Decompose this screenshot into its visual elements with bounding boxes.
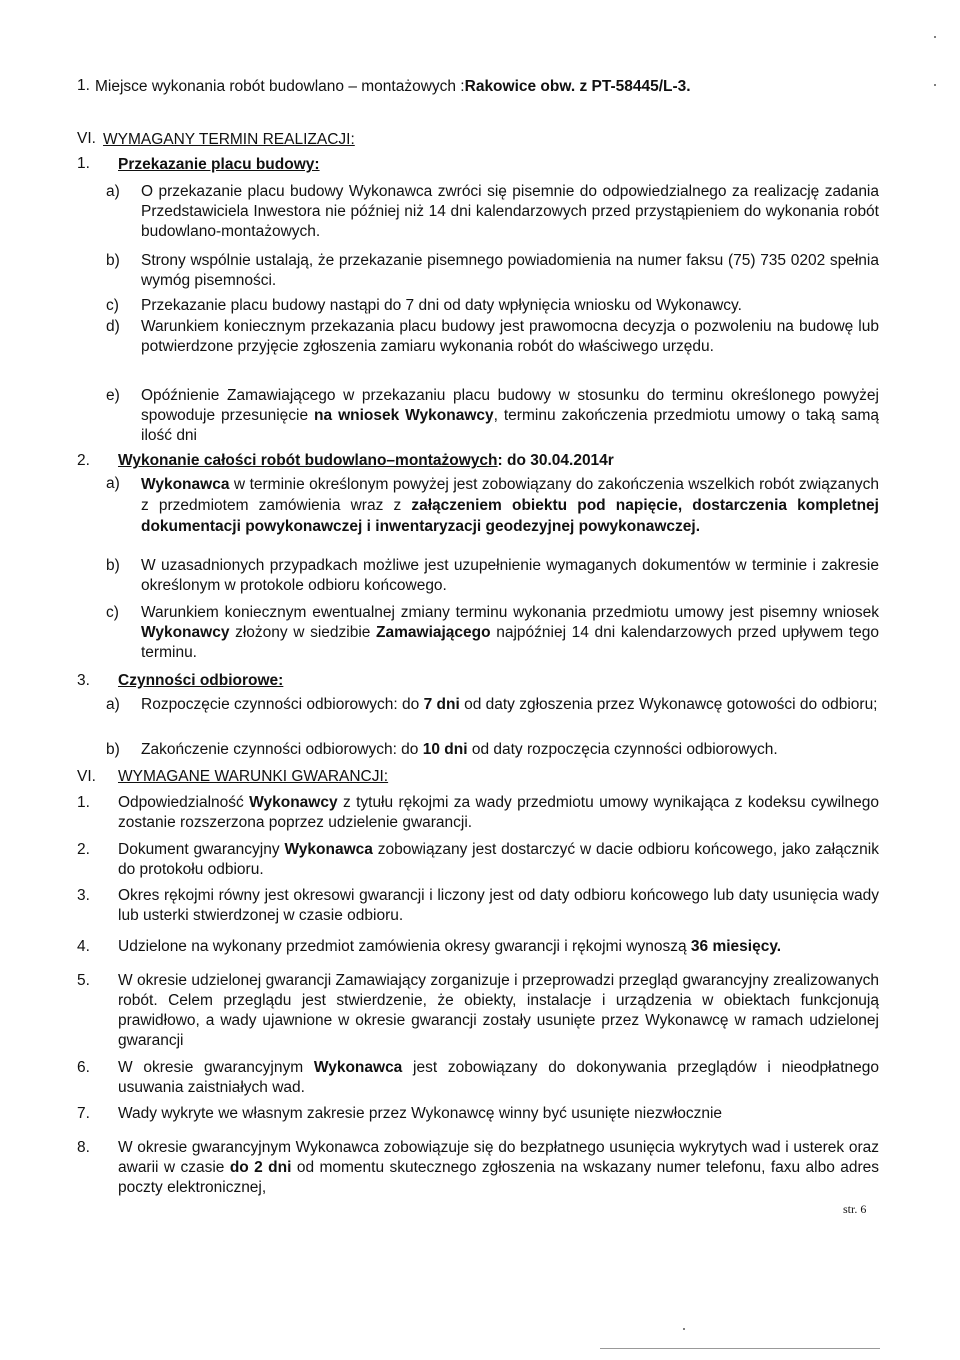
text-run: od momentu skutecznego zgłoszenia na wskazany numer telefonu, faxu albo adres poczty elektronicznej, bbox=[118, 1159, 880, 1196]
sub-label: e) bbox=[106, 387, 120, 404]
text-run: jest zobowiązany do dokonywania przeglądów i nieodpłatnego usuwania zaistniałych wad. bbox=[118, 1059, 879, 1096]
sub-paragraph bbox=[141, 695, 879, 715]
page-number: str. 6 bbox=[843, 1202, 867, 1216]
sub-paragraph bbox=[141, 603, 879, 663]
item-number: 2. bbox=[77, 841, 90, 858]
item-number: 3. bbox=[77, 672, 90, 689]
text-run: od daty rozpoczęcia czynności odbiorowych. bbox=[467, 741, 778, 758]
sub-label: b) bbox=[106, 557, 120, 574]
scan-speck bbox=[934, 84, 936, 86]
item-number: 5. bbox=[77, 972, 90, 989]
sub-paragraph: Warunkiem koniecznym przekazania placu budowy jest prawomocna decyzja o pozwoleniu na budowę lub potwierdzone przyjęcie zgłoszenia zamiaru wykonania robót do właściwego urzędu. bbox=[141, 318, 879, 355]
header-location: Rakowice obw. z PT-58445/L-3. bbox=[464, 78, 691, 95]
item-number: 4. bbox=[77, 938, 90, 955]
header-number: 1. bbox=[77, 77, 90, 94]
text-run: najpóźniej 14 dni kalendarzowych przed upływem tego terminu. bbox=[141, 624, 879, 661]
sub-paragraph bbox=[141, 386, 879, 446]
section-heading: WYMAGANY TERMIN REALIZACJI: bbox=[103, 131, 355, 148]
item-heading bbox=[118, 451, 818, 471]
item-heading: Przekazanie placu budowy: bbox=[118, 156, 320, 173]
bold-run: na wniosek Wykonawcy bbox=[314, 407, 494, 424]
text-run: Udzielone na wykonany przedmiot zamówienia okresy gwarancji i rękojmi wynoszą bbox=[118, 938, 691, 955]
guarantee-paragraph: Okres rękojmi równy jest okresowi gwarancji i liczony jest od daty odbioru końcowego lub daty usunięcia wady lub usterki stwierdzonej w czasie odbioru. bbox=[118, 887, 879, 924]
text-run: z tytułu rękojmi za wady przedmiotu umowy wynikająca z kodeksu cywilnego zostanie rozszerzona poprzez udzielenie gwarancji. bbox=[118, 794, 879, 831]
header-text: Miejsce wykonania robót budowlano – montażowych : bbox=[95, 78, 465, 95]
item-number: 2. bbox=[77, 452, 90, 469]
item-number: 1. bbox=[77, 155, 90, 172]
sub-label: d) bbox=[106, 318, 120, 335]
section-number: VI. bbox=[77, 130, 96, 147]
bold-run: Zamawiającego bbox=[376, 624, 491, 641]
sub-label: b) bbox=[106, 252, 120, 269]
heading-run: : do 30.04.2014r bbox=[497, 452, 614, 469]
text-run: Rozpoczęcie czynności odbiorowych: do bbox=[141, 696, 424, 713]
bold-run: załączeniem obiektu pod napięcie, dostarczenia kompletnej dokumentacji powykonawczej i inwentaryzacji geodezyjnej powykonawczej. bbox=[141, 497, 879, 535]
item-number: 3. bbox=[77, 887, 90, 904]
bold-run: Wykonawcy bbox=[249, 794, 338, 811]
sub-paragraph: Strony wspólnie ustalają, że przekazanie pisemnego powiadomienia na numer faksu (75) 735 0202 spełnia wymóg pisemności. bbox=[141, 252, 879, 289]
guarantee-paragraph bbox=[118, 793, 879, 833]
sub-label: b) bbox=[106, 741, 120, 758]
section-heading: WYMAGANE WARUNKI GWARANCJI: bbox=[118, 768, 389, 785]
scan-speck bbox=[683, 1328, 685, 1330]
sub-paragraph: Przekazanie placu budowy nastąpi do 7 dni od daty wpłynięcia wniosku od Wykonawcy. bbox=[141, 297, 742, 314]
scan-edge-line bbox=[600, 1348, 880, 1349]
header-line bbox=[95, 77, 815, 97]
guarantee-paragraph: W okresie udzielonej gwarancji Zamawiający zorganizuje i przeprowadzi przegląd gwarancyjny zrealizowanych robót. Celem przeglądu jest stwierdzenie, że obiekty, instalacje i urządzenia w obiektach funkcjonują prawidłowo, a wady ujawnione w okresie gwarancji zostały usunięte przez Wykonawcę w ramach udzielonej gwarancji bbox=[118, 972, 879, 1049]
text-run: złożony w siedzibie bbox=[229, 624, 377, 641]
text-run: Odpowiedzialność bbox=[118, 794, 250, 811]
text-run: w terminie określonym powyżej jest zobowiązany do zakończenia wszelkich robót związanych z przedmiotem zamówienia wraz z bbox=[141, 476, 879, 514]
bold-run: Wykonawca bbox=[284, 841, 373, 858]
bold-run: Wykonawcy bbox=[141, 624, 230, 641]
heading-run: Wykonanie całości robót budowlano–montażowych bbox=[118, 452, 498, 469]
bold-run: Wykonawca bbox=[141, 476, 230, 493]
text-run: Warunkiem koniecznym ewentualnej zmiany terminu wykonania przedmiotu umowy jest pisemny wniosek bbox=[141, 604, 879, 621]
bold-run: 10 dni bbox=[422, 741, 468, 758]
text-run: Dokument gwarancyjny bbox=[118, 841, 285, 858]
guarantee-paragraph bbox=[118, 937, 879, 957]
sub-paragraph: W uzasadnionych przypadkach możliwe jest uzupełnienie wymaganych dokumentów w terminie i zakresie określonym w protokole odbioru końcowego. bbox=[141, 557, 879, 594]
bold-run: 36 miesięcy. bbox=[690, 938, 782, 955]
section-number: VI. bbox=[77, 768, 96, 785]
bold-run: Wykonawca bbox=[313, 1059, 403, 1076]
text-run: , terminu zakończenia przedmiotu umowy o taką samą ilość dni bbox=[141, 407, 879, 444]
sub-paragraph: O przekazanie placu budowy Wykonawca zwróci się pisemnie do odpowiedzialnego za realizację zadania Przedstawiciela Inwestora nie później niż 14 dni kalendarzowych przed przystąpieniem do wykonania robót budowlano-montażowych. bbox=[141, 183, 879, 240]
item-number: 7. bbox=[77, 1105, 90, 1122]
guarantee-paragraph bbox=[118, 840, 879, 880]
sub-label: a) bbox=[106, 183, 120, 200]
item-heading: Czynności odbiorowe: bbox=[118, 672, 284, 689]
bold-run: 7 dni bbox=[423, 696, 460, 713]
text-run: Opóźnienie Zamawiającego w przekazaniu placu budowy w stosunku do terminu określonego powyżej spowoduje przesunięcie bbox=[141, 387, 879, 424]
sub-paragraph bbox=[141, 740, 879, 760]
sub-label: c) bbox=[106, 297, 119, 314]
guarantee-paragraph bbox=[118, 1138, 879, 1198]
text-run: W okresie gwarancyjnym bbox=[118, 1059, 314, 1076]
item-number: 8. bbox=[77, 1139, 90, 1156]
sub-paragraph bbox=[141, 474, 879, 537]
guarantee-paragraph bbox=[118, 1058, 879, 1098]
sub-label: a) bbox=[106, 475, 120, 492]
item-number: 1. bbox=[77, 794, 90, 811]
text-run: W okresie gwarancyjnym Wykonawca zobowiązuje się do bezpłatnego usunięcia wykrytych wad i usterek oraz awarii w czasie bbox=[118, 1139, 879, 1176]
text-run: Zakończenie czynności odbiorowych: do bbox=[141, 741, 423, 758]
item-number: 6. bbox=[77, 1059, 90, 1076]
sub-label: a) bbox=[106, 696, 120, 713]
scan-speck bbox=[934, 36, 936, 38]
text-run: od daty zgłoszenia przez Wykonawcę gotowości do odbioru; bbox=[459, 696, 878, 713]
bold-run: do 2 dni bbox=[229, 1159, 292, 1176]
sub-label: c) bbox=[106, 604, 119, 621]
guarantee-paragraph: Wady wykryte we własnym zakresie przez Wykonawcę winny być usunięte niezwłocznie bbox=[118, 1105, 723, 1122]
text-run: zobowiązany jest dostarczyć w dacie odbioru końcowego, jako załącznik do protokołu odbioru. bbox=[118, 841, 879, 878]
